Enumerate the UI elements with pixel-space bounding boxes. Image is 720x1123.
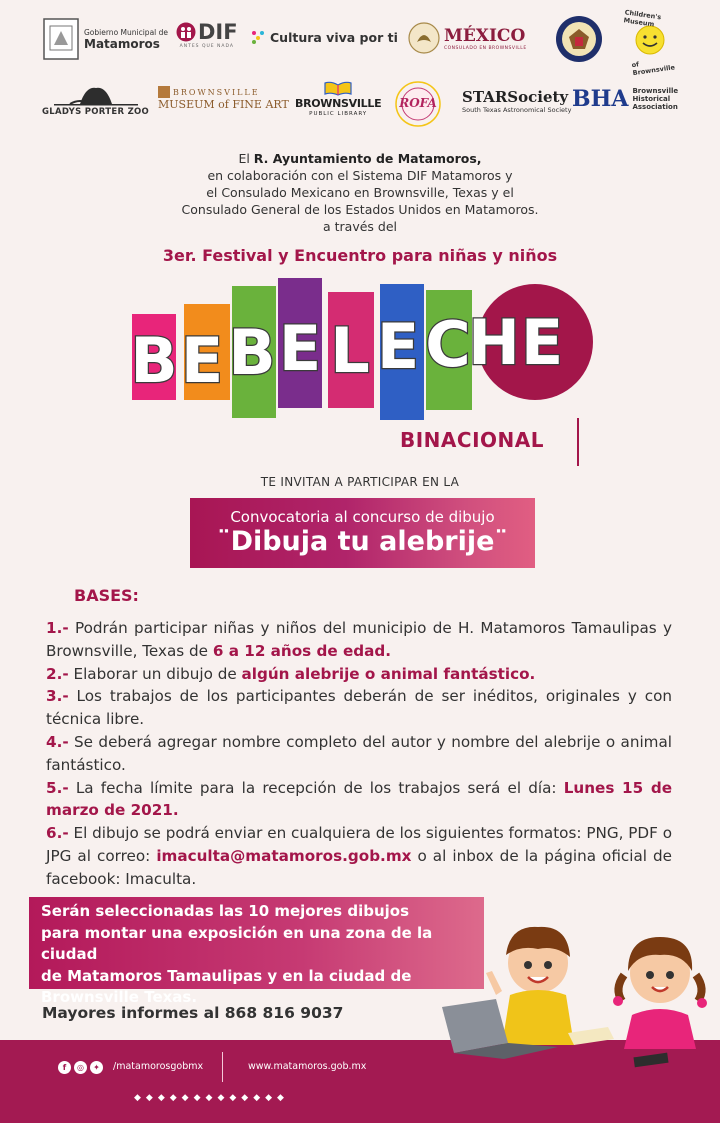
rule-1-highlight: 6 a 12 años de edad. (212, 641, 392, 660)
rules-list (46, 617, 672, 891)
rule-2-text: Elaborar un dibujo de (68, 664, 242, 683)
intro-line1-bold: R. Ayuntamiento de Matamoros, (253, 151, 482, 166)
highlight-line3: de Matamoros Tamaulipas y en la ciudad de (41, 966, 412, 985)
matamoros-line1: Gobierno Municipal de (84, 27, 169, 37)
highlight-line4: Brownsville Texas. (41, 988, 198, 1006)
mexico-sub: CONSULADO EN BROWNSVILLE (444, 45, 527, 51)
logo-public-library (295, 80, 381, 117)
facebook-icon[interactable]: f (58, 1061, 71, 1074)
rule-2-num: 2.- (46, 664, 69, 683)
mexico-name: MÉXICO (444, 25, 526, 46)
intro-line2: en colaboración con el Sistema DIF Matamoros y (207, 168, 513, 183)
rule-1-num: 1.- (46, 619, 69, 637)
logo-dif (176, 20, 238, 49)
childrens-label-top: Children's Museum (623, 8, 662, 29)
bha-letters: BHA (572, 86, 629, 112)
rule-5-highlight: Lunes 15 de marzo de 2021. (46, 778, 672, 820)
museum-b-square-icon (158, 86, 170, 98)
brand-letter-6: C (425, 308, 471, 381)
logo-matamoros (42, 17, 168, 61)
rule-6-text2: o al inbox de la página oficial de facebook: Imaculta. (46, 846, 672, 888)
logo-mexico (408, 22, 527, 54)
rule-5-num: 5.- (46, 778, 69, 797)
brand-letter-2: B (228, 316, 276, 389)
gorilla-icon (50, 82, 142, 106)
intro-line5: a través del (322, 219, 397, 234)
footer-dots: ◆◆◆◆◆◆◆◆◆◆◆◆◆ (134, 1093, 289, 1103)
brand-letter-8: E (520, 306, 564, 379)
binacional-divider (577, 418, 579, 466)
rule-3-text: Los trabajos de los participantes deberán de ser inéditos, originales y con técnica libre. (46, 687, 672, 729)
intro-line4: Consulado General de los Estados Unidos en Matamoros. (181, 202, 539, 217)
festival-title: 3er. Festival y Encuentro para niñas y niños (162, 246, 558, 265)
star-line1: STARSociety (462, 88, 569, 106)
logo-bha (572, 86, 678, 112)
library-line2: PUBLIC LIBRARY (309, 111, 368, 117)
rule-4-num: 4.- (46, 732, 69, 751)
rule-4-text: Se deberá agregar nombre completo del autor y nombre del alebrije o animal fantástico. (46, 732, 672, 774)
rule-6-num: 6.- (46, 824, 69, 843)
logo-gladys-porter-zoo (42, 82, 149, 117)
invite-text: TE INVITAN A PARTICIPAR EN LA (260, 475, 460, 489)
footer-divider (222, 1052, 223, 1082)
logo-rofa (392, 80, 444, 128)
intro-line1-pre: El (238, 151, 254, 166)
rule-2-highlight: algún alebrije o animal fantástico. (241, 664, 536, 683)
intro-line3: el Consulado Mexicano en Brownsville, Texas y el (206, 185, 514, 200)
banner-line1: Convocatoria al concurso de dibujo (230, 508, 495, 526)
mexico-eagle-icon (408, 22, 440, 54)
social-icons (58, 1061, 103, 1074)
rofa-text: ROFA (399, 96, 437, 110)
logo-childrens-museum (622, 8, 678, 78)
highlight-line2: para montar una exposición en una zona de la ciudad (41, 923, 433, 963)
binacional-subtitle: BINACIONAL (400, 428, 544, 452)
matamoros-shield-icon (42, 17, 80, 61)
rule-3 (46, 685, 672, 731)
bha-line1: Brownsville (632, 87, 679, 95)
brand-letter-3: E (278, 312, 322, 385)
us-seal-icon (555, 15, 603, 63)
highlight-text (41, 901, 481, 1009)
library-line1: BROWNSVILLE (295, 97, 382, 110)
dif-name: DIF (198, 20, 238, 44)
bebeleche-logo (130, 278, 600, 428)
brand-letter-5: E (376, 310, 420, 383)
brand-letter-1: E (180, 324, 224, 397)
bases-title: BASES: (74, 586, 139, 605)
rule-4 (46, 731, 672, 777)
museum-line1: BROWNSVILLE (173, 87, 260, 97)
website-link[interactable]: www.matamoros.gob.mx (248, 1061, 367, 1072)
logo-star-society (462, 88, 571, 114)
childrens-label-bottom: of Brownsville (631, 60, 676, 78)
rule-1 (46, 617, 672, 663)
info-text: Mayores informes al 868 816 9037 (42, 1004, 344, 1022)
contest-banner (190, 498, 535, 568)
rule-1-text: Podrán participar niñas y niños del municipio de H. Matamoros Tamaulipas y Brownsville, Texas de (46, 619, 672, 660)
museum-line2: MUSEUM of FINE ART (158, 98, 289, 111)
rule-5 (46, 777, 672, 823)
intro-text (150, 150, 570, 235)
kids-illustration (438, 915, 720, 1075)
rule-5-text: La fecha límite para la recepción de los trabajos será el día: (68, 778, 564, 797)
gladys-text: GLADYS PORTER ZOO (42, 107, 150, 117)
dif-sub: ANTES QUE NADA (179, 44, 234, 49)
rule-3-num: 3.- (46, 687, 69, 706)
banner-line2: ¨Dibuja tu alebrije¨ (217, 526, 508, 557)
brand-letter-7: H (468, 306, 520, 379)
rule-2 (46, 663, 672, 686)
bha-line3: Association (632, 103, 678, 111)
matamoros-line2: Matamoros (84, 36, 160, 51)
cultura-dots-icon (250, 29, 266, 45)
brand-letter-4: L (330, 314, 370, 387)
social-handle[interactable]: /matamorosgobmx (113, 1061, 204, 1072)
logo-museum-fine-art (158, 86, 289, 111)
twitter-icon[interactable]: ✦ (90, 1061, 103, 1074)
highlight-line1: Serán seleccionadas las 10 mejores dibujos (41, 902, 410, 920)
logo-cultura (250, 29, 398, 45)
book-icon (323, 80, 353, 96)
intro-line1 (150, 150, 570, 167)
rule-6 (46, 822, 672, 890)
dif-family-icon (176, 22, 196, 42)
cultura-text: Cultura viva por ti (270, 29, 398, 45)
instagram-icon[interactable]: ◎ (74, 1061, 87, 1074)
star-line2: South Texas Astronomical Society (462, 106, 572, 114)
brand-letter-0: B (130, 324, 178, 397)
rule-6-email[interactable]: imaculta@matamoros.gob.mx (156, 846, 412, 865)
bha-line2: Historical (632, 95, 671, 103)
rule-6-text: El dibujo se podrá enviar en cualquiera de los siguientes formatos: PNG, PDF o JPG al correo: (46, 824, 672, 865)
